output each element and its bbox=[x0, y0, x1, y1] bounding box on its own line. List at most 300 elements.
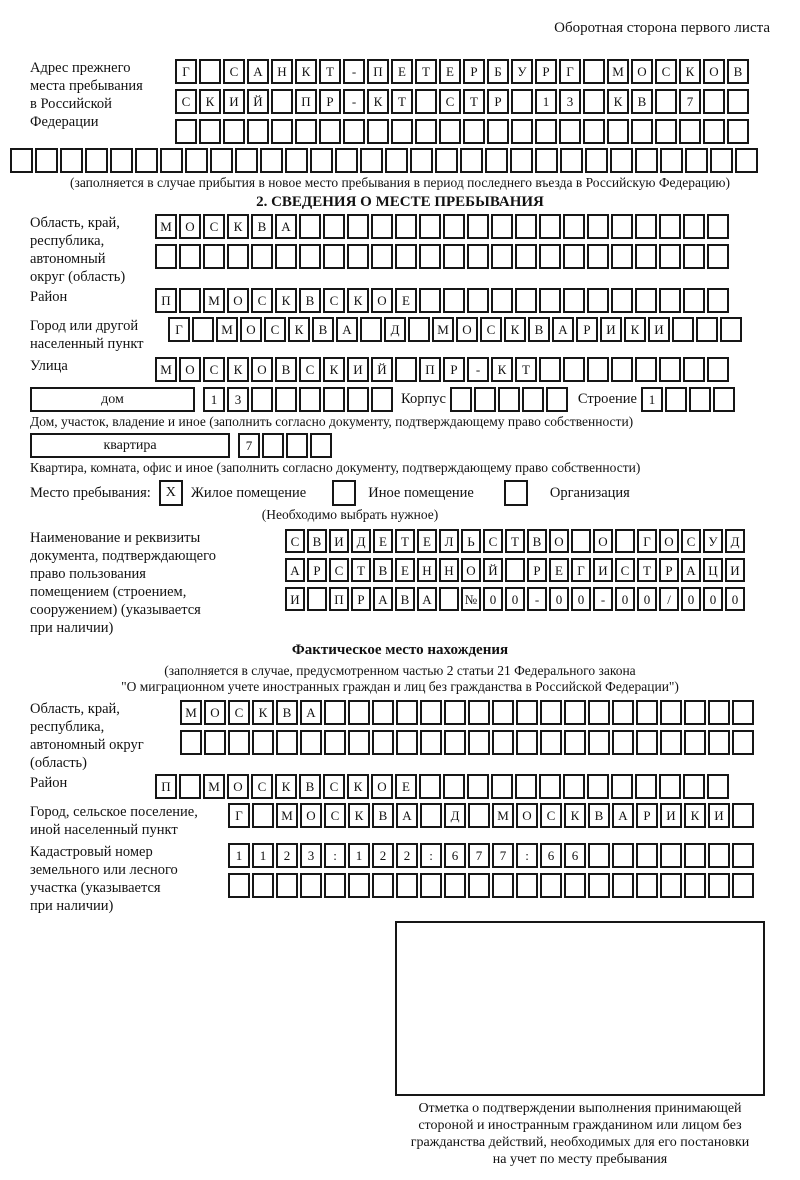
form-cell[interactable] bbox=[636, 873, 658, 898]
form-cell[interactable]: О bbox=[204, 700, 226, 725]
form-cell[interactable]: П bbox=[295, 89, 317, 114]
form-cell[interactable] bbox=[515, 214, 537, 239]
form-cell[interactable] bbox=[175, 119, 197, 144]
form-cell[interactable]: П bbox=[367, 59, 389, 84]
form-cell[interactable] bbox=[564, 700, 586, 725]
form-cell[interactable] bbox=[179, 244, 201, 269]
form-cell[interactable]: В bbox=[251, 214, 273, 239]
form-cell[interactable] bbox=[420, 700, 442, 725]
form-cell[interactable] bbox=[396, 700, 418, 725]
form-cell[interactable] bbox=[155, 244, 177, 269]
form-cell[interactable] bbox=[203, 244, 225, 269]
form-cell[interactable] bbox=[703, 119, 725, 144]
form-cell[interactable] bbox=[492, 873, 514, 898]
form-cell[interactable] bbox=[443, 774, 465, 799]
form-cell[interactable]: Т bbox=[415, 59, 437, 84]
form-cell[interactable] bbox=[539, 214, 561, 239]
form-cell[interactable] bbox=[443, 244, 465, 269]
form-cell[interactable] bbox=[347, 244, 369, 269]
form-cell[interactable]: А bbox=[285, 558, 305, 582]
form-cell[interactable] bbox=[468, 803, 490, 828]
form-cell[interactable]: П bbox=[419, 357, 441, 382]
form-cell[interactable] bbox=[583, 119, 605, 144]
form-cell[interactable]: О bbox=[456, 317, 478, 342]
form-cell[interactable] bbox=[516, 730, 538, 755]
form-cell[interactable]: А bbox=[300, 700, 322, 725]
form-cell[interactable]: О bbox=[227, 774, 249, 799]
form-cell[interactable] bbox=[385, 148, 408, 173]
form-cell[interactable]: М bbox=[432, 317, 454, 342]
form-cell[interactable]: Р bbox=[636, 803, 658, 828]
form-cell[interactable]: Б bbox=[487, 59, 509, 84]
form-cell[interactable]: В bbox=[307, 529, 327, 553]
form-cell[interactable]: К bbox=[199, 89, 221, 114]
form-cell[interactable]: О bbox=[227, 288, 249, 313]
form-cell[interactable]: Г bbox=[228, 803, 250, 828]
form-cell[interactable]: 7 bbox=[468, 843, 490, 868]
form-cell[interactable] bbox=[732, 700, 754, 725]
form-cell[interactable]: - bbox=[467, 357, 489, 382]
form-cell[interactable] bbox=[324, 730, 346, 755]
form-cell[interactable] bbox=[564, 730, 586, 755]
form-cell[interactable] bbox=[684, 700, 706, 725]
checkbox-inoe[interactable] bbox=[332, 480, 356, 506]
form-cell[interactable]: Е bbox=[391, 59, 413, 84]
form-cell[interactable] bbox=[707, 244, 729, 269]
form-cell[interactable] bbox=[540, 700, 562, 725]
form-cell[interactable] bbox=[611, 774, 633, 799]
form-cell[interactable] bbox=[511, 119, 533, 144]
form-cell[interactable] bbox=[659, 774, 681, 799]
form-cell[interactable]: О bbox=[703, 59, 725, 84]
form-cell[interactable] bbox=[732, 873, 754, 898]
form-cell[interactable]: О bbox=[371, 774, 393, 799]
kvartira-box[interactable]: квартира bbox=[30, 433, 230, 458]
form-cell[interactable] bbox=[324, 700, 346, 725]
form-cell[interactable] bbox=[271, 119, 293, 144]
form-cell[interactable] bbox=[372, 700, 394, 725]
form-cell[interactable] bbox=[335, 148, 358, 173]
form-cell[interactable] bbox=[310, 148, 333, 173]
form-cell[interactable]: К bbox=[367, 89, 389, 114]
form-cell[interactable] bbox=[371, 244, 393, 269]
form-cell[interactable]: Г bbox=[175, 59, 197, 84]
form-cell[interactable]: В bbox=[373, 558, 393, 582]
form-cell[interactable]: Т bbox=[505, 529, 525, 553]
form-cell[interactable] bbox=[460, 148, 483, 173]
form-cell[interactable]: О bbox=[371, 288, 393, 313]
form-cell[interactable] bbox=[510, 148, 533, 173]
form-cell[interactable]: П bbox=[329, 587, 349, 611]
form-cell[interactable] bbox=[612, 843, 634, 868]
form-cell[interactable]: - bbox=[527, 587, 547, 611]
form-cell[interactable] bbox=[323, 214, 345, 239]
form-cell[interactable] bbox=[684, 730, 706, 755]
form-cell[interactable] bbox=[491, 288, 513, 313]
form-cell[interactable]: 1 bbox=[641, 387, 663, 412]
form-cell[interactable] bbox=[307, 587, 327, 611]
checkbox-organizatsiya[interactable] bbox=[504, 480, 528, 506]
form-cell[interactable] bbox=[295, 119, 317, 144]
form-cell[interactable] bbox=[611, 244, 633, 269]
form-cell[interactable] bbox=[498, 387, 520, 412]
form-cell[interactable]: Н bbox=[271, 59, 293, 84]
form-cell[interactable]: Г bbox=[559, 59, 581, 84]
form-cell[interactable]: О bbox=[461, 558, 481, 582]
form-cell[interactable] bbox=[324, 873, 346, 898]
form-cell[interactable] bbox=[444, 873, 466, 898]
form-cell[interactable]: 0 bbox=[703, 587, 723, 611]
form-cell[interactable]: М bbox=[492, 803, 514, 828]
form-cell[interactable] bbox=[85, 148, 108, 173]
form-cell[interactable] bbox=[707, 774, 729, 799]
form-cell[interactable]: 7 bbox=[492, 843, 514, 868]
form-cell[interactable]: К bbox=[295, 59, 317, 84]
form-cell[interactable]: Р bbox=[307, 558, 327, 582]
form-cell[interactable] bbox=[636, 700, 658, 725]
form-cell[interactable]: О bbox=[179, 214, 201, 239]
form-cell[interactable] bbox=[10, 148, 33, 173]
form-cell[interactable]: И bbox=[708, 803, 730, 828]
form-cell[interactable] bbox=[252, 803, 274, 828]
form-cell[interactable]: Й bbox=[371, 357, 393, 382]
form-cell[interactable] bbox=[228, 873, 250, 898]
form-cell[interactable]: А bbox=[552, 317, 574, 342]
form-cell[interactable]: Т bbox=[351, 558, 371, 582]
form-cell[interactable]: С bbox=[323, 774, 345, 799]
form-cell[interactable]: Е bbox=[395, 558, 415, 582]
form-cell[interactable] bbox=[631, 119, 653, 144]
form-cell[interactable]: С bbox=[251, 774, 273, 799]
form-cell[interactable] bbox=[299, 244, 321, 269]
form-cell[interactable] bbox=[408, 317, 430, 342]
form-cell[interactable]: М bbox=[203, 288, 225, 313]
form-cell[interactable] bbox=[420, 873, 442, 898]
form-cell[interactable] bbox=[685, 148, 708, 173]
form-cell[interactable] bbox=[588, 700, 610, 725]
form-cell[interactable] bbox=[444, 700, 466, 725]
form-cell[interactable] bbox=[275, 244, 297, 269]
form-cell[interactable]: С bbox=[483, 529, 503, 553]
form-cell[interactable] bbox=[251, 244, 273, 269]
form-cell[interactable] bbox=[660, 873, 682, 898]
form-cell[interactable]: У bbox=[511, 59, 533, 84]
form-cell[interactable] bbox=[299, 387, 321, 412]
form-cell[interactable]: С bbox=[439, 89, 461, 114]
form-cell[interactable]: С bbox=[175, 89, 197, 114]
form-cell[interactable] bbox=[252, 873, 274, 898]
form-cell[interactable] bbox=[505, 558, 525, 582]
form-cell[interactable]: У bbox=[703, 529, 723, 553]
form-cell[interactable]: 2 bbox=[372, 843, 394, 868]
form-cell[interactable]: Р bbox=[351, 587, 371, 611]
form-cell[interactable] bbox=[210, 148, 233, 173]
form-cell[interactable]: 0 bbox=[681, 587, 701, 611]
form-cell[interactable] bbox=[587, 288, 609, 313]
form-cell[interactable] bbox=[491, 244, 513, 269]
form-cell[interactable]: 7 bbox=[238, 433, 260, 458]
form-cell[interactable] bbox=[395, 214, 417, 239]
form-cell[interactable]: А bbox=[396, 803, 418, 828]
form-cell[interactable] bbox=[660, 148, 683, 173]
form-cell[interactable]: К bbox=[564, 803, 586, 828]
form-cell[interactable] bbox=[515, 774, 537, 799]
form-cell[interactable] bbox=[419, 214, 441, 239]
form-cell[interactable] bbox=[732, 803, 754, 828]
form-cell[interactable] bbox=[708, 730, 730, 755]
form-cell[interactable] bbox=[491, 774, 513, 799]
form-cell[interactable] bbox=[720, 317, 742, 342]
form-cell[interactable] bbox=[367, 119, 389, 144]
form-cell[interactable]: Т bbox=[395, 529, 415, 553]
form-cell[interactable]: Р bbox=[319, 89, 341, 114]
form-cell[interactable] bbox=[610, 148, 633, 173]
form-cell[interactable] bbox=[260, 148, 283, 173]
form-cell[interactable] bbox=[636, 730, 658, 755]
form-cell[interactable] bbox=[546, 387, 568, 412]
form-cell[interactable]: В bbox=[395, 587, 415, 611]
form-cell[interactable] bbox=[710, 148, 733, 173]
form-cell[interactable] bbox=[708, 843, 730, 868]
form-cell[interactable]: Г bbox=[637, 529, 657, 553]
form-cell[interactable]: Р bbox=[443, 357, 465, 382]
form-cell[interactable]: Р bbox=[659, 558, 679, 582]
form-cell[interactable]: 3 bbox=[300, 843, 322, 868]
form-cell[interactable]: - bbox=[343, 89, 365, 114]
form-cell[interactable]: Е bbox=[417, 529, 437, 553]
form-cell[interactable] bbox=[539, 357, 561, 382]
form-cell[interactable]: С bbox=[540, 803, 562, 828]
form-cell[interactable] bbox=[110, 148, 133, 173]
form-cell[interactable]: М bbox=[216, 317, 238, 342]
form-cell[interactable] bbox=[160, 148, 183, 173]
form-cell[interactable]: О bbox=[240, 317, 262, 342]
form-cell[interactable]: И bbox=[660, 803, 682, 828]
form-cell[interactable] bbox=[683, 357, 705, 382]
form-cell[interactable] bbox=[372, 730, 394, 755]
form-cell[interactable]: Ц bbox=[703, 558, 723, 582]
form-cell[interactable]: В bbox=[276, 700, 298, 725]
form-cell[interactable] bbox=[415, 89, 437, 114]
form-cell[interactable] bbox=[360, 317, 382, 342]
form-cell[interactable] bbox=[683, 774, 705, 799]
form-cell[interactable]: М bbox=[607, 59, 629, 84]
form-cell[interactable] bbox=[435, 148, 458, 173]
form-cell[interactable] bbox=[535, 148, 558, 173]
form-cell[interactable] bbox=[665, 387, 687, 412]
form-cell[interactable]: С bbox=[285, 529, 305, 553]
form-cell[interactable] bbox=[563, 244, 585, 269]
form-cell[interactable] bbox=[179, 288, 201, 313]
form-cell[interactable] bbox=[713, 387, 735, 412]
form-cell[interactable] bbox=[516, 700, 538, 725]
form-cell[interactable]: 1 bbox=[348, 843, 370, 868]
form-cell[interactable] bbox=[564, 873, 586, 898]
form-cell[interactable]: О bbox=[631, 59, 653, 84]
form-cell[interactable] bbox=[636, 843, 658, 868]
form-cell[interactable] bbox=[60, 148, 83, 173]
form-cell[interactable] bbox=[732, 843, 754, 868]
form-cell[interactable] bbox=[439, 587, 459, 611]
form-cell[interactable]: К bbox=[679, 59, 701, 84]
form-cell[interactable] bbox=[635, 774, 657, 799]
form-cell[interactable]: Л bbox=[439, 529, 459, 553]
form-cell[interactable] bbox=[660, 843, 682, 868]
form-cell[interactable] bbox=[588, 730, 610, 755]
form-cell[interactable] bbox=[655, 89, 677, 114]
form-cell[interactable] bbox=[522, 387, 544, 412]
form-cell[interactable]: В bbox=[299, 288, 321, 313]
form-cell[interactable]: Е bbox=[549, 558, 569, 582]
form-cell[interactable]: 1 bbox=[535, 89, 557, 114]
form-cell[interactable]: М bbox=[155, 357, 177, 382]
form-cell[interactable]: № bbox=[461, 587, 481, 611]
form-cell[interactable] bbox=[535, 119, 557, 144]
form-cell[interactable]: 0 bbox=[505, 587, 525, 611]
form-cell[interactable]: К bbox=[288, 317, 310, 342]
form-cell[interactable] bbox=[262, 433, 284, 458]
form-cell[interactable]: : bbox=[420, 843, 442, 868]
form-cell[interactable] bbox=[323, 244, 345, 269]
form-cell[interactable] bbox=[611, 288, 633, 313]
form-cell[interactable] bbox=[319, 119, 341, 144]
form-cell[interactable]: Р bbox=[463, 59, 485, 84]
form-cell[interactable] bbox=[559, 119, 581, 144]
form-cell[interactable] bbox=[539, 244, 561, 269]
form-cell[interactable] bbox=[560, 148, 583, 173]
form-cell[interactable]: Ь bbox=[461, 529, 481, 553]
form-cell[interactable]: : bbox=[516, 843, 538, 868]
form-cell[interactable]: А bbox=[247, 59, 269, 84]
form-cell[interactable] bbox=[635, 288, 657, 313]
form-cell[interactable] bbox=[660, 700, 682, 725]
form-cell[interactable] bbox=[348, 700, 370, 725]
form-cell[interactable] bbox=[516, 873, 538, 898]
form-cell[interactable] bbox=[275, 387, 297, 412]
form-cell[interactable]: К bbox=[347, 288, 369, 313]
form-cell[interactable] bbox=[276, 730, 298, 755]
form-cell[interactable] bbox=[135, 148, 158, 173]
form-cell[interactable] bbox=[708, 873, 730, 898]
form-cell[interactable]: С bbox=[251, 288, 273, 313]
form-cell[interactable] bbox=[235, 148, 258, 173]
form-cell[interactable]: Р bbox=[535, 59, 557, 84]
form-cell[interactable]: Р bbox=[527, 558, 547, 582]
form-cell[interactable]: 2 bbox=[396, 843, 418, 868]
form-cell[interactable]: О bbox=[593, 529, 613, 553]
form-cell[interactable]: Д bbox=[351, 529, 371, 553]
form-cell[interactable]: Д bbox=[444, 803, 466, 828]
form-cell[interactable] bbox=[450, 387, 472, 412]
form-cell[interactable] bbox=[683, 288, 705, 313]
form-cell[interactable]: 6 bbox=[540, 843, 562, 868]
form-cell[interactable] bbox=[463, 119, 485, 144]
form-cell[interactable]: М bbox=[276, 803, 298, 828]
form-cell[interactable]: Г bbox=[571, 558, 591, 582]
form-cell[interactable] bbox=[659, 357, 681, 382]
form-cell[interactable] bbox=[588, 843, 610, 868]
form-cell[interactable]: Е bbox=[373, 529, 393, 553]
form-cell[interactable] bbox=[672, 317, 694, 342]
form-cell[interactable] bbox=[420, 730, 442, 755]
form-cell[interactable] bbox=[635, 214, 657, 239]
form-cell[interactable]: 1 bbox=[228, 843, 250, 868]
form-cell[interactable] bbox=[192, 317, 214, 342]
form-cell[interactable] bbox=[286, 433, 308, 458]
form-cell[interactable] bbox=[563, 357, 585, 382]
form-cell[interactable]: В bbox=[727, 59, 749, 84]
form-cell[interactable]: 6 bbox=[564, 843, 586, 868]
form-cell[interactable]: П bbox=[155, 774, 177, 799]
form-cell[interactable] bbox=[659, 214, 681, 239]
form-cell[interactable] bbox=[655, 119, 677, 144]
form-cell[interactable]: Н bbox=[439, 558, 459, 582]
form-cell[interactable]: К bbox=[348, 803, 370, 828]
form-cell[interactable] bbox=[487, 119, 509, 144]
form-cell[interactable] bbox=[300, 873, 322, 898]
form-cell[interactable] bbox=[348, 730, 370, 755]
form-cell[interactable] bbox=[348, 873, 370, 898]
form-cell[interactable] bbox=[684, 873, 706, 898]
form-cell[interactable] bbox=[420, 803, 442, 828]
form-cell[interactable] bbox=[227, 244, 249, 269]
form-cell[interactable]: 7 bbox=[679, 89, 701, 114]
form-cell[interactable]: С bbox=[324, 803, 346, 828]
form-cell[interactable]: И bbox=[648, 317, 670, 342]
form-cell[interactable] bbox=[179, 774, 201, 799]
form-cell[interactable]: 3 bbox=[559, 89, 581, 114]
form-cell[interactable]: Т bbox=[637, 558, 657, 582]
form-cell[interactable] bbox=[310, 433, 332, 458]
form-cell[interactable] bbox=[611, 357, 633, 382]
form-cell[interactable]: Н bbox=[417, 558, 437, 582]
form-cell[interactable] bbox=[467, 244, 489, 269]
form-cell[interactable]: Е bbox=[395, 288, 417, 313]
form-cell[interactable]: К bbox=[323, 357, 345, 382]
form-cell[interactable]: О bbox=[516, 803, 538, 828]
form-cell[interactable] bbox=[635, 357, 657, 382]
form-cell[interactable] bbox=[612, 700, 634, 725]
form-cell[interactable] bbox=[360, 148, 383, 173]
form-cell[interactable]: М bbox=[155, 214, 177, 239]
form-cell[interactable]: М bbox=[203, 774, 225, 799]
form-cell[interactable]: А bbox=[417, 587, 437, 611]
form-cell[interactable]: 0 bbox=[615, 587, 635, 611]
form-cell[interactable] bbox=[35, 148, 58, 173]
form-cell[interactable] bbox=[587, 244, 609, 269]
form-cell[interactable]: В bbox=[588, 803, 610, 828]
form-cell[interactable]: С bbox=[223, 59, 245, 84]
form-cell[interactable]: И bbox=[223, 89, 245, 114]
form-cell[interactable]: К bbox=[624, 317, 646, 342]
form-cell[interactable] bbox=[251, 387, 273, 412]
form-cell[interactable]: С bbox=[323, 288, 345, 313]
form-cell[interactable]: Р bbox=[576, 317, 598, 342]
form-cell[interactable]: И bbox=[600, 317, 622, 342]
form-cell[interactable] bbox=[735, 148, 758, 173]
form-cell[interactable] bbox=[563, 774, 585, 799]
form-cell[interactable]: Й bbox=[247, 89, 269, 114]
form-cell[interactable]: И bbox=[725, 558, 745, 582]
form-cell[interactable] bbox=[271, 89, 293, 114]
form-cell[interactable] bbox=[727, 119, 749, 144]
form-cell[interactable] bbox=[492, 700, 514, 725]
form-cell[interactable] bbox=[419, 774, 441, 799]
form-cell[interactable] bbox=[443, 214, 465, 239]
form-cell[interactable]: К bbox=[347, 774, 369, 799]
form-cell[interactable] bbox=[300, 730, 322, 755]
form-cell[interactable] bbox=[396, 730, 418, 755]
